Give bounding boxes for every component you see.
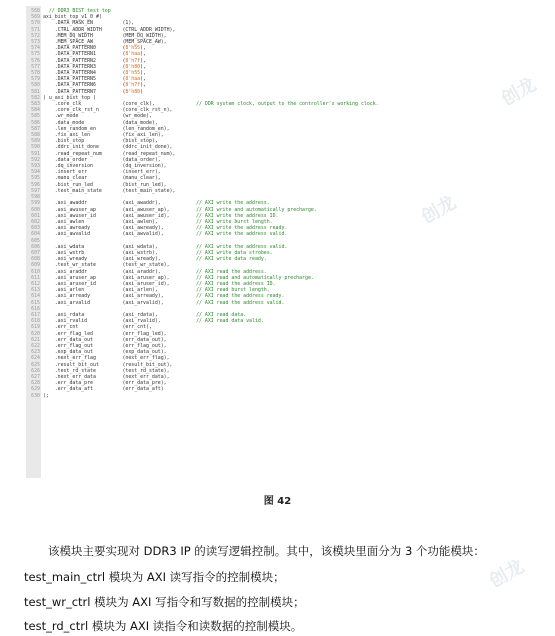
code-text: .axi_awaddr (axi_awaddr), // AXI write the address. [40,200,270,207]
code-text: .err_cnt (err_cnt), [40,324,152,331]
line-number: 621 [31,336,40,343]
code-text: .DATA_PATTERN6 (8'h7f), [40,82,147,89]
line-number: 623 [31,349,40,356]
code-line [26,393,546,399]
paragraph-wr-ctrl: test_wr_ctrl 模块为 AXI 写指令和写数据的控制模块； [24,595,305,609]
line-number: 611 [31,274,40,281]
code-text: .exp_data_out (exp_data_out), [40,349,167,356]
line-number: 574 [31,45,40,52]
line-number: 591 [31,150,40,157]
line-number: 573 [31,39,40,46]
code-text: .err_data_aft (err_data_aft) [40,386,164,393]
line-number: 576 [31,57,40,64]
code-text: .read_repeat_num (read_repeat_num), [40,150,176,157]
line-number: 600 [31,206,40,213]
line-number: 587 [31,125,40,132]
watermark: 创龙 [417,192,460,229]
code-text: .axi_arlen (axi_arlen), // AXI read burst length. [40,287,270,294]
code-text: .dq_inversion (dq_inversion), [40,163,167,170]
figure-caption: 图 42 [263,496,292,507]
code-text: .CTRL_ADDR_WIDTH (CTRL_ADDR_WIDTH), [40,26,176,33]
line-number: 578 [31,70,40,77]
line-number: 628 [31,380,40,387]
line-number: 612 [31,280,40,287]
code-text: .axi_awuser_id (axi_awuser_id), // AXI write the address ID. [40,212,279,219]
code-text: .axi_wready (axi_wready), // AXI write data ready. [40,256,267,263]
code-text: .DATA_PATTERN0 (8'h55), [40,45,147,52]
code-text: .MEM_DQ_WIDTH (MEM_DQ_WIDTH), [40,32,167,39]
code-text: .data_order (data_order), [40,156,161,163]
line-number: 582 [31,94,40,101]
code-text [40,238,43,244]
line-number: 626 [31,367,40,374]
line-number: 608 [31,256,40,263]
code-text: .axi_arready (axi_arready), // AXI read the address ready. [40,293,285,300]
code-text: .DATA_PATTERN2 (8'h7f), [40,57,147,64]
line-number: 602 [31,218,40,225]
line-number: 607 [31,249,40,256]
code-text: .DATA_PATTERN5 (8'haa), [40,76,147,83]
code-text: .next_err_data (next_err_data), [40,373,170,380]
code-text: .DATA_MASK_EN (1), [40,20,135,27]
line-number: 629 [31,386,40,393]
code-lines [26,8,546,399]
code-block [26,6,546,478]
line-number: 585 [31,113,40,120]
line-number: 579 [31,76,40,83]
code-text: .wr_mode (wr_mode), [40,113,152,120]
line-number: 596 [31,181,40,188]
line-number: 624 [31,355,40,362]
code-text: .axi_awvalid (axi_awvalid), // AXI write the address valid. [40,231,288,238]
code-text [40,306,43,312]
code-text: .err_flag_led (err_flag_led), [40,330,167,337]
line-number: 584 [31,107,40,114]
line-number: 630 [31,392,40,399]
code-text: .axi_awready (axi_awready), // AXI write the address ready. [40,225,288,232]
line-number: 614 [31,293,40,300]
code-text: .axi_awlen (axi_awlen), // AXI write burst length. [40,218,273,225]
line-number: 619 [31,324,40,331]
code-text: .manu_clear (manu_clear), [40,175,161,182]
line-number: 593 [31,163,40,170]
line-number: 599 [31,200,40,207]
code-text: // DDR3 BIST test top [40,8,111,14]
line-number: 615 [31,299,40,306]
code-text: .MEM_SPACE_AW (MEM_SPACE_AW), [40,39,167,46]
code-text: .core_clk (core_clk), // DDR system clock, output to the controller's working clock. [40,101,379,108]
code-text: .axi_awuser_ap (axi_awuser_ap), // AXI write and automatically precharge. [40,206,317,213]
paragraph-rd-ctrl: test_rd_ctrl 模块为 AXI 读指令和读数据的控制模块。 [24,619,303,633]
line-number: 610 [31,268,40,275]
code-text [40,194,43,200]
line-number: 594 [31,169,40,176]
code-text: .axi_wstrb (axi_wstrb), // AXI write data strobes. [40,249,273,256]
code-text: ); [40,392,49,399]
line-number: 571 [31,26,40,33]
code-text: .DATA_PATTERN7 (8'h80) [40,88,144,95]
line-number: 581 [31,88,40,95]
line-number: 627 [31,373,40,380]
line-number: 586 [31,119,40,126]
line-number: 588 [31,132,40,139]
code-text: .test_wr_state (test_wr_state), [40,262,170,269]
line-number: 606 [31,243,40,250]
watermark: 创龙 [497,74,540,111]
code-text: .len_random_en (len_random_en), [40,125,170,132]
code-text: .err_data_out (err_data_out), [40,336,167,343]
code-text: .data_mode (data_mode), [40,119,158,126]
line-number: 622 [31,342,40,349]
line-number: 609 [31,262,40,269]
code-text: .bist_stop (bist_stop), [40,138,158,145]
code-text: .insert_err (insert_err), [40,169,161,176]
line-number: 613 [31,287,40,294]
code-text: .axi_araddr (axi_araddr), // AXI read the address. [40,268,267,275]
code-text: .bist_run_led (bist_run_led), [40,181,167,188]
code-text: .axi_aruser_ap (axi_aruser_ap), // AXI read and automatically precharge. [40,274,314,281]
line-number: 575 [31,51,40,58]
line-number: 620 [31,330,40,337]
line-number: 589 [31,138,40,145]
paragraph-main-ctrl: test_main_ctrl 模块为 AXI 读写指令的控制模块； [24,570,285,584]
line-number: 603 [31,225,40,232]
code-text: .result_bit_out (result_bit_out), [40,361,173,368]
code-text: .DATA_PATTERN1 (8'haa), [40,51,147,58]
line-number: 592 [31,156,40,163]
line-number: 572 [31,32,40,39]
line-number: 604 [31,231,40,238]
line-number: 570 [31,20,40,27]
code-text: .test_main_state (test_main_state), [40,187,176,194]
line-number: 568 [31,8,40,14]
code-text: ) u_axi_bist_top ( [40,94,96,101]
line-number: 617 [31,311,40,318]
line-number: 597 [31,187,40,194]
paragraph-intro: 该模块主要实现对 DDR3 IP 的读写逻辑控制。其中，该模块里面分为 3 个功能模块： [48,544,485,558]
code-text: .DATA_PATTERN4 (8'h55), [40,70,147,77]
code-text: .axi_aruser_id (axi_aruser_id), // AXI read the address ID. [40,280,276,287]
code-text: .axi_wdata (axi_wdata), // AXI write the address valid. [40,243,288,250]
code-text: .next_err_flag (next_err_flag), [40,355,170,362]
code-text: .ddrc_init_done (ddrc_init_done), [40,144,173,151]
code-text: .axi_rvalid (axi_rvalid), // AXI read data valid. [40,318,264,325]
line-number: 625 [31,361,40,368]
line-number: 601 [31,212,40,219]
line-number: 616 [31,305,40,312]
line-number: 598 [31,194,40,201]
code-text: .fix_axi_len (fix_axi_len), [40,132,164,139]
line-number: 605 [31,237,40,244]
code-text: .core_clk_rst_n (core_clk_rst_n), [40,107,173,114]
code-text: .axi_rdata (axi_rdata), // AXI read data. [40,311,247,318]
code-text: .DATA_PATTERN3 (8'h80), [40,63,147,70]
code-text: axi_bist_top_v1_0 #( [40,14,102,21]
code-text: .axi_arvalid (axi_arvalid), // AXI read the address valid. [40,299,285,306]
line-number: 618 [31,318,40,325]
line-number: 569 [31,14,40,21]
code-text: .test_rd_state (test_rd_state), [40,367,170,374]
line-number: 577 [31,63,40,70]
line-number: 595 [31,175,40,182]
code-text: .err_data_pre (err_data_pre), [40,380,167,387]
line-number: 580 [31,82,40,89]
watermark: 创龙 [485,556,528,593]
line-number: 590 [31,144,40,151]
line-number: 583 [31,101,40,108]
code-text: .err_flag_out (err_flag_out), [40,342,167,349]
